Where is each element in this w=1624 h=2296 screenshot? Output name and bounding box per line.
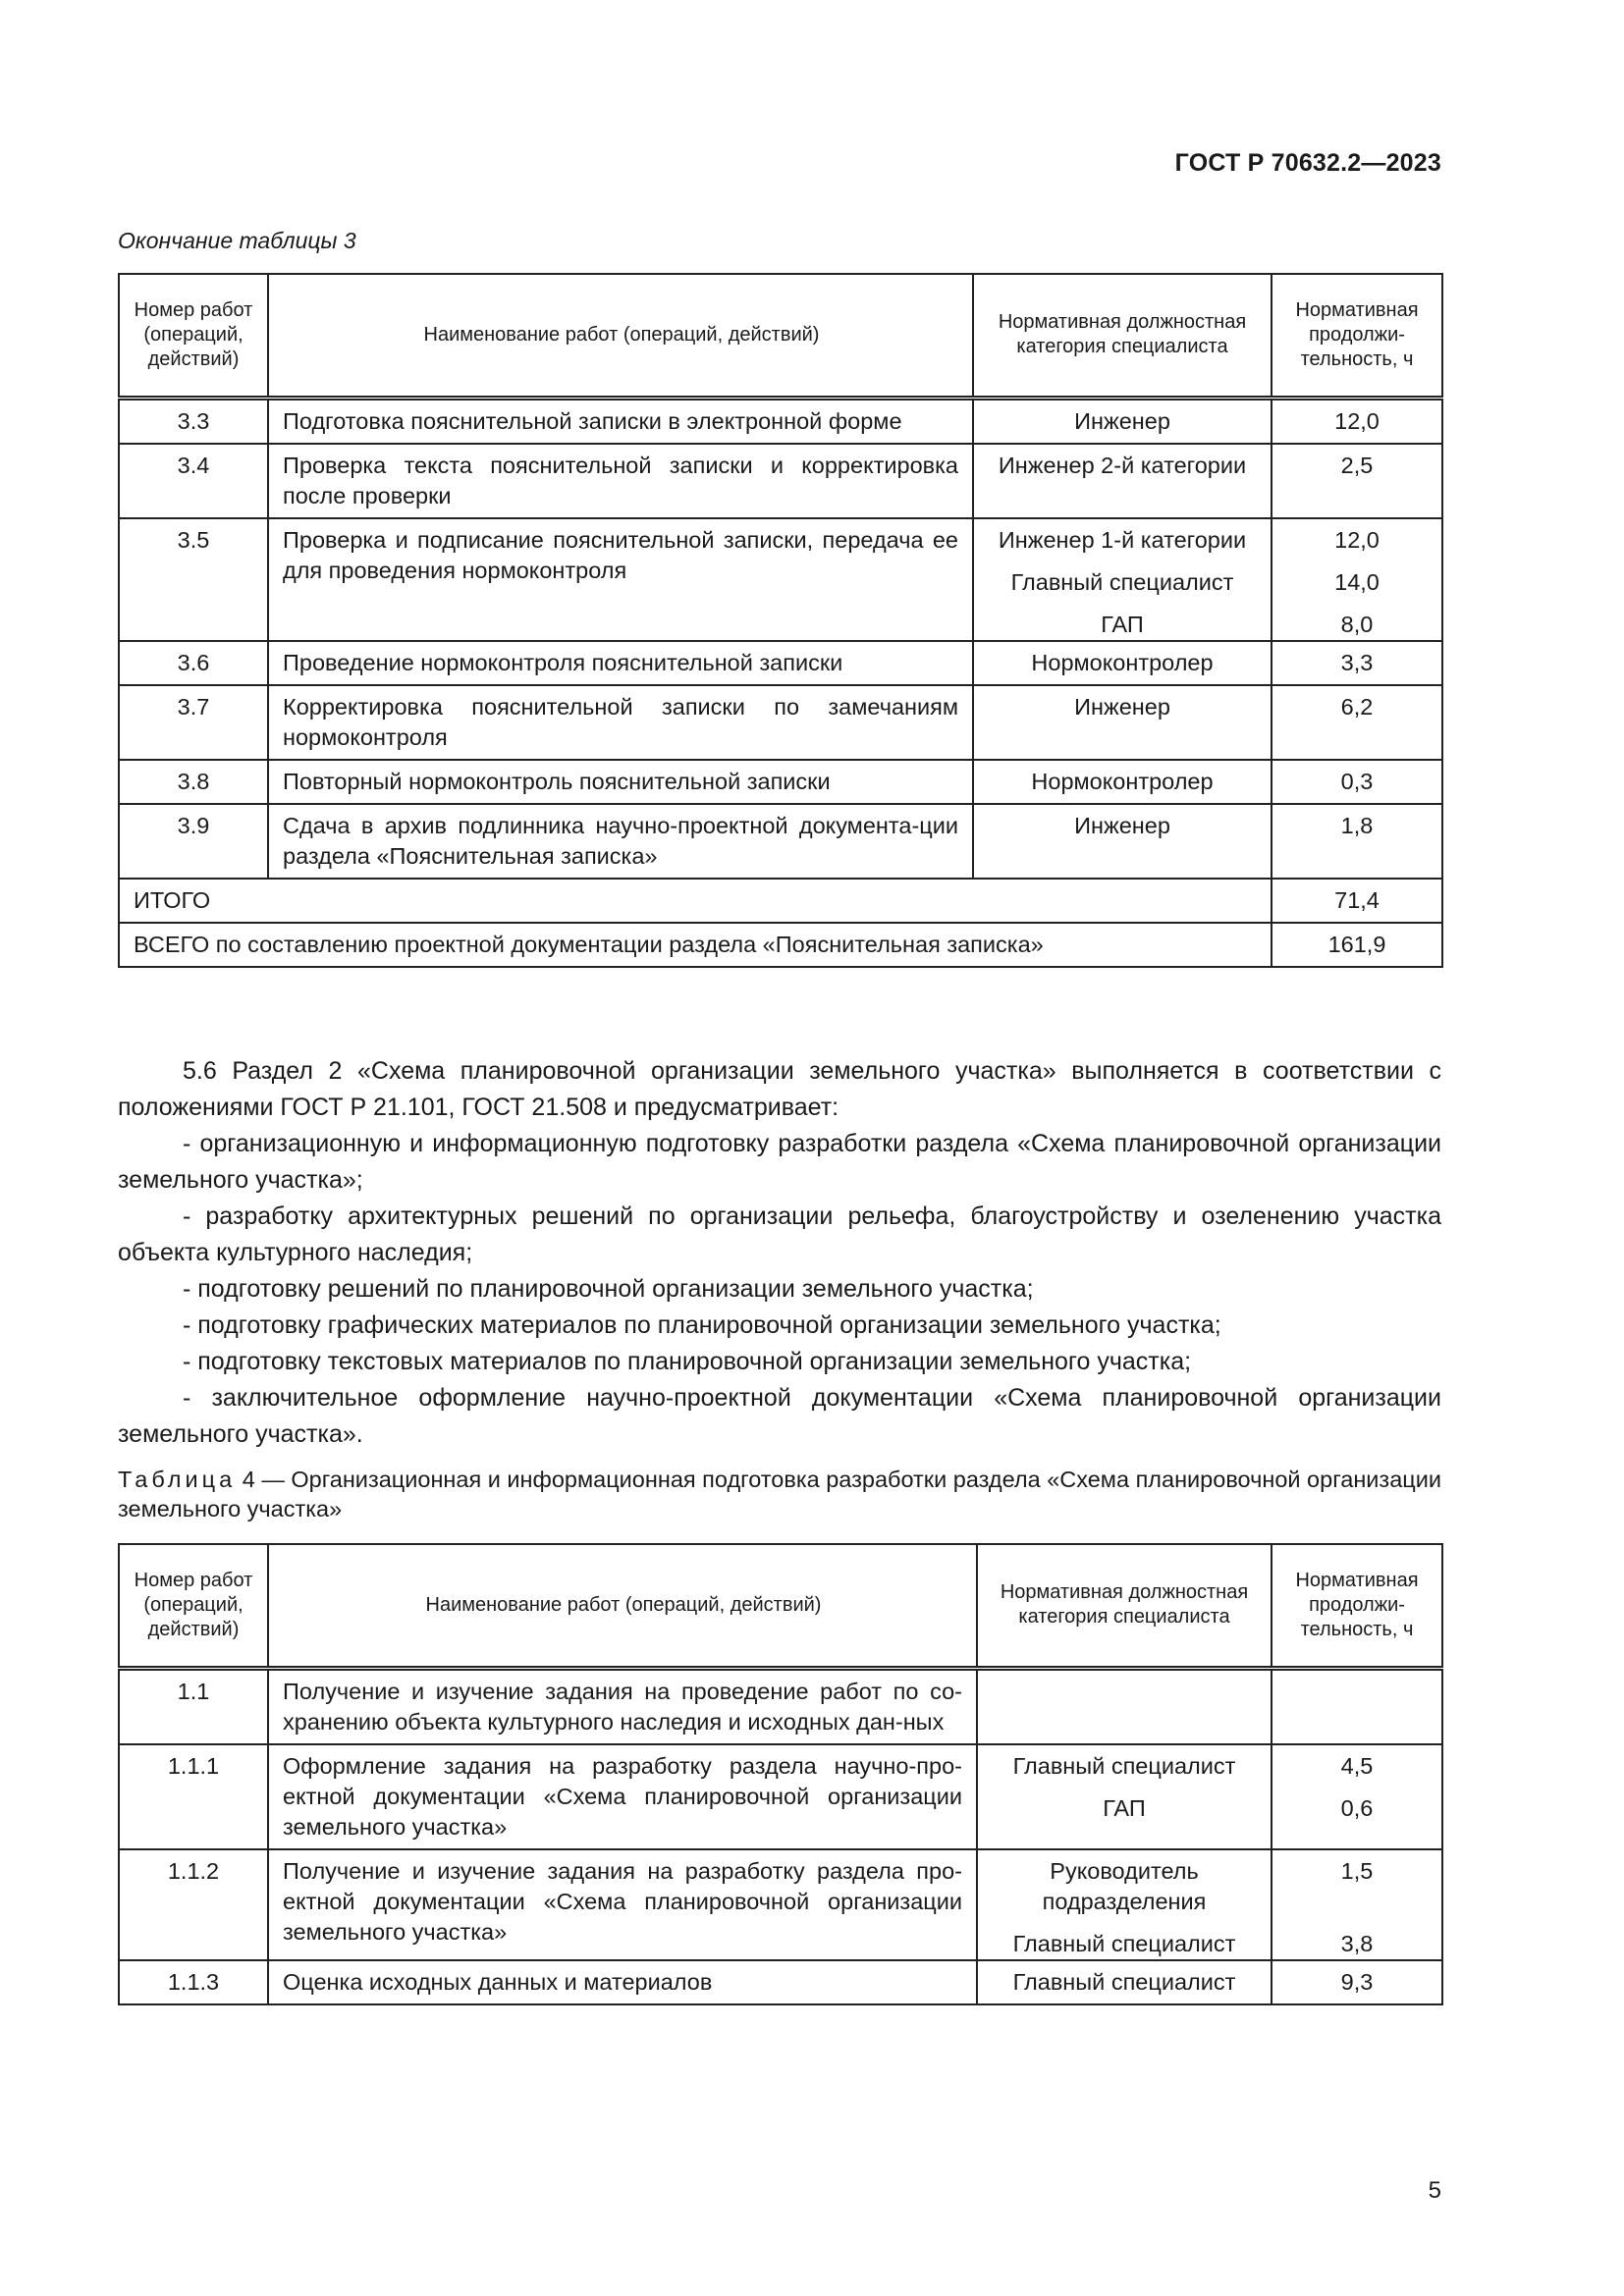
duration-cell [1272,444,1442,518]
header-duration: Нормативная продолжи-тельность, ч [1272,1544,1442,1668]
category-value: Главный специалист [1010,568,1234,595]
work-name: Проверка и подписание пояснительной записки, передача ее для проведения нормоконтроля [268,518,973,641]
section-item: - разработку архитектурных решений по организации рельефа, благоустройству и озеленению участка объекта культурного наследия; [118,1202,1441,1266]
grand-total-row [119,923,1442,967]
page-number: 5 [1428,2177,1441,2204]
work-name: Получение и изучение задания на разработку раздела про-ектной документации «Схема планировочной организации земельного участка» [268,1849,977,1960]
section-item: - подготовку графических материалов по планировочной организации земельного участка; [183,1311,1221,1339]
duration-value: 1,5 [1340,1857,1374,1884]
table-3 [118,273,1443,968]
total-label: ИТОГО [119,879,1272,923]
section-item: - заключительное оформление научно-проектной документации «Схема планировочной организации земельного участка». [118,1384,1441,1448]
duration-cell [1272,518,1442,641]
document-id: ГОСТ Р 70632.2—2023 [1174,149,1441,177]
table4-caption-label: Таблица [118,1467,237,1492]
category-value: ГАП [1101,611,1144,637]
table-row [119,518,1442,641]
header-num: Номер работ (операций, действий) [119,274,268,398]
work-name: Оценка исходных данных и материалов [268,1960,977,2004]
duration-cell [1272,1960,1442,2004]
table-row [119,1960,1442,2004]
row-number: 3.8 [119,760,268,804]
row-number: 3.5 [119,518,268,641]
work-name: Проведение нормоконтроля пояснительной записки [268,641,973,685]
category-cell [973,641,1272,685]
category-cell [973,685,1272,760]
category-cell [973,760,1272,804]
duration-value: 3,8 [1340,1930,1374,1956]
category-cell [973,518,1272,641]
duration-cell [1272,398,1442,444]
duration-value: 2,5 [1340,452,1374,478]
total-row [119,879,1442,923]
table3-continuation-caption: Окончание таблицы 3 [118,228,356,253]
section-item: - подготовку текстовых материалов по планировочной организации земельного участка; [183,1348,1192,1375]
category-cell [973,444,1272,518]
row-number: 3.4 [119,444,268,518]
duration-value: 6,2 [1340,693,1374,720]
duration-value: 0,6 [1340,1794,1374,1821]
category-cell [977,1849,1272,1960]
category-value: Инженер [1074,693,1170,720]
category-value: ГАП [1103,1794,1146,1821]
table-row [119,804,1442,879]
table-row [119,1668,1442,1744]
duration-cell [1272,641,1442,685]
duration-value: 9,3 [1340,1968,1374,1995]
header-category: Нормативная должностная категория специалиста [977,1544,1272,1668]
header-num: Номер работ (операций, действий) [119,1544,268,1668]
category-cell [977,1960,1272,2004]
table4-caption-text: 4 — Организационная и информационная подготовка разработки раздела «Схема планировочной организации земельного участка» [118,1467,1441,1522]
category-value: Инженер 2-й категории [998,452,1247,478]
row-number: 1.1 [119,1668,268,1744]
work-name: Получение и изучение задания на проведение работ по со-хранению объекта культурного наследия и исходных дан-ных [268,1668,977,1744]
duration-value: 8,0 [1340,611,1374,637]
row-number: 1.1.2 [119,1849,268,1960]
work-name: Проверка текста пояснительной записки и корректировка после проверки [268,444,973,518]
grand-total-value: 161,9 [1272,923,1442,967]
duration-value: 4,5 [1340,1752,1374,1779]
row-number: 3.7 [119,685,268,760]
work-name: Повторный нормоконтроль пояснительной записки [268,760,973,804]
section-item: - организационную и информационную подготовку разработки раздела «Схема планировочной организации земельного участка»; [118,1130,1441,1194]
category-value: Инженер 1-й категории [998,526,1247,553]
row-number: 3.6 [119,641,268,685]
duration-cell [1272,685,1442,760]
work-name: Оформление задания на разработку раздела научно-про-ектной документации «Схема планировочной организации земельного участка» [268,1744,977,1849]
category-cell [973,398,1272,444]
row-number: 1.1.1 [119,1744,268,1849]
work-name: Подготовка пояснительной записки в электронной форме [268,398,973,444]
table-row [119,760,1442,804]
duration-value: 14,0 [1334,568,1380,595]
duration-cell [1272,760,1442,804]
duration-value: 12,0 [1334,407,1380,434]
category-value: Руководитель подразделения [1042,1857,1207,1914]
category-value: Инженер [1074,407,1170,434]
table-row [119,398,1442,444]
work-name: Корректировка пояснительной записки по замечаниям нормоконтроля [268,685,973,760]
category-value: Главный специалист [1012,1930,1236,1956]
row-number: 1.1.3 [119,1960,268,2004]
category-cell [977,1668,1272,1744]
duration-cell [1272,804,1442,879]
duration-value: 3,3 [1340,649,1374,675]
category-value: Главный специалист [1012,1752,1236,1779]
duration-cell [1272,1744,1442,1849]
category-value: Главный специалист [1012,1968,1236,1995]
table-row [119,1849,1442,1960]
table-header-row [119,1544,1442,1668]
row-number: 3.9 [119,804,268,879]
table-4 [118,1543,1443,2005]
header-name: Наименование работ (операций, действий) [268,274,973,398]
grand-total-label: ВСЕГО по составлению проектной документации раздела «Пояснительная записка» [119,923,1272,967]
table-row [119,685,1442,760]
table-row [119,444,1442,518]
table-row [119,641,1442,685]
section-item: - подготовку решений по планировочной организации земельного участка; [183,1275,1034,1303]
category-cell [973,804,1272,879]
header-category: Нормативная должностная категория специалиста [973,274,1272,398]
work-name: Сдача в архив подлинника научно-проектной документа-ции раздела «Пояснительная записка» [268,804,973,879]
duration-value [1272,1671,1441,1677]
section-intro: 5.6 Раздел 2 «Схема планировочной организации земельного участка» выполняется в соответствии с положениями ГОСТ Р 21.101, ГОСТ 21.508 и предусматривает: [118,1057,1441,1121]
category-value: Нормоконтролер [1031,768,1214,794]
category-value [978,1671,1271,1677]
table-row [119,1744,1442,1849]
category-value: Инженер [1074,812,1170,838]
duration-value: 0,3 [1340,768,1374,794]
duration-cell [1272,1849,1442,1960]
duration-value: 1,8 [1340,812,1374,838]
table4-caption [118,1465,1441,1523]
section-5-6 [118,1053,1441,1453]
category-cell [977,1744,1272,1849]
category-value: Нормоконтролер [1031,649,1214,675]
duration-value: 12,0 [1334,526,1380,553]
table-header-row [119,274,1442,398]
duration-cell [1272,1668,1442,1744]
total-value: 71,4 [1272,879,1442,923]
header-duration: Нормативная продолжи-тельность, ч [1272,274,1442,398]
header-name: Наименование работ (операций, действий) [268,1544,977,1668]
row-number: 3.3 [119,398,268,444]
